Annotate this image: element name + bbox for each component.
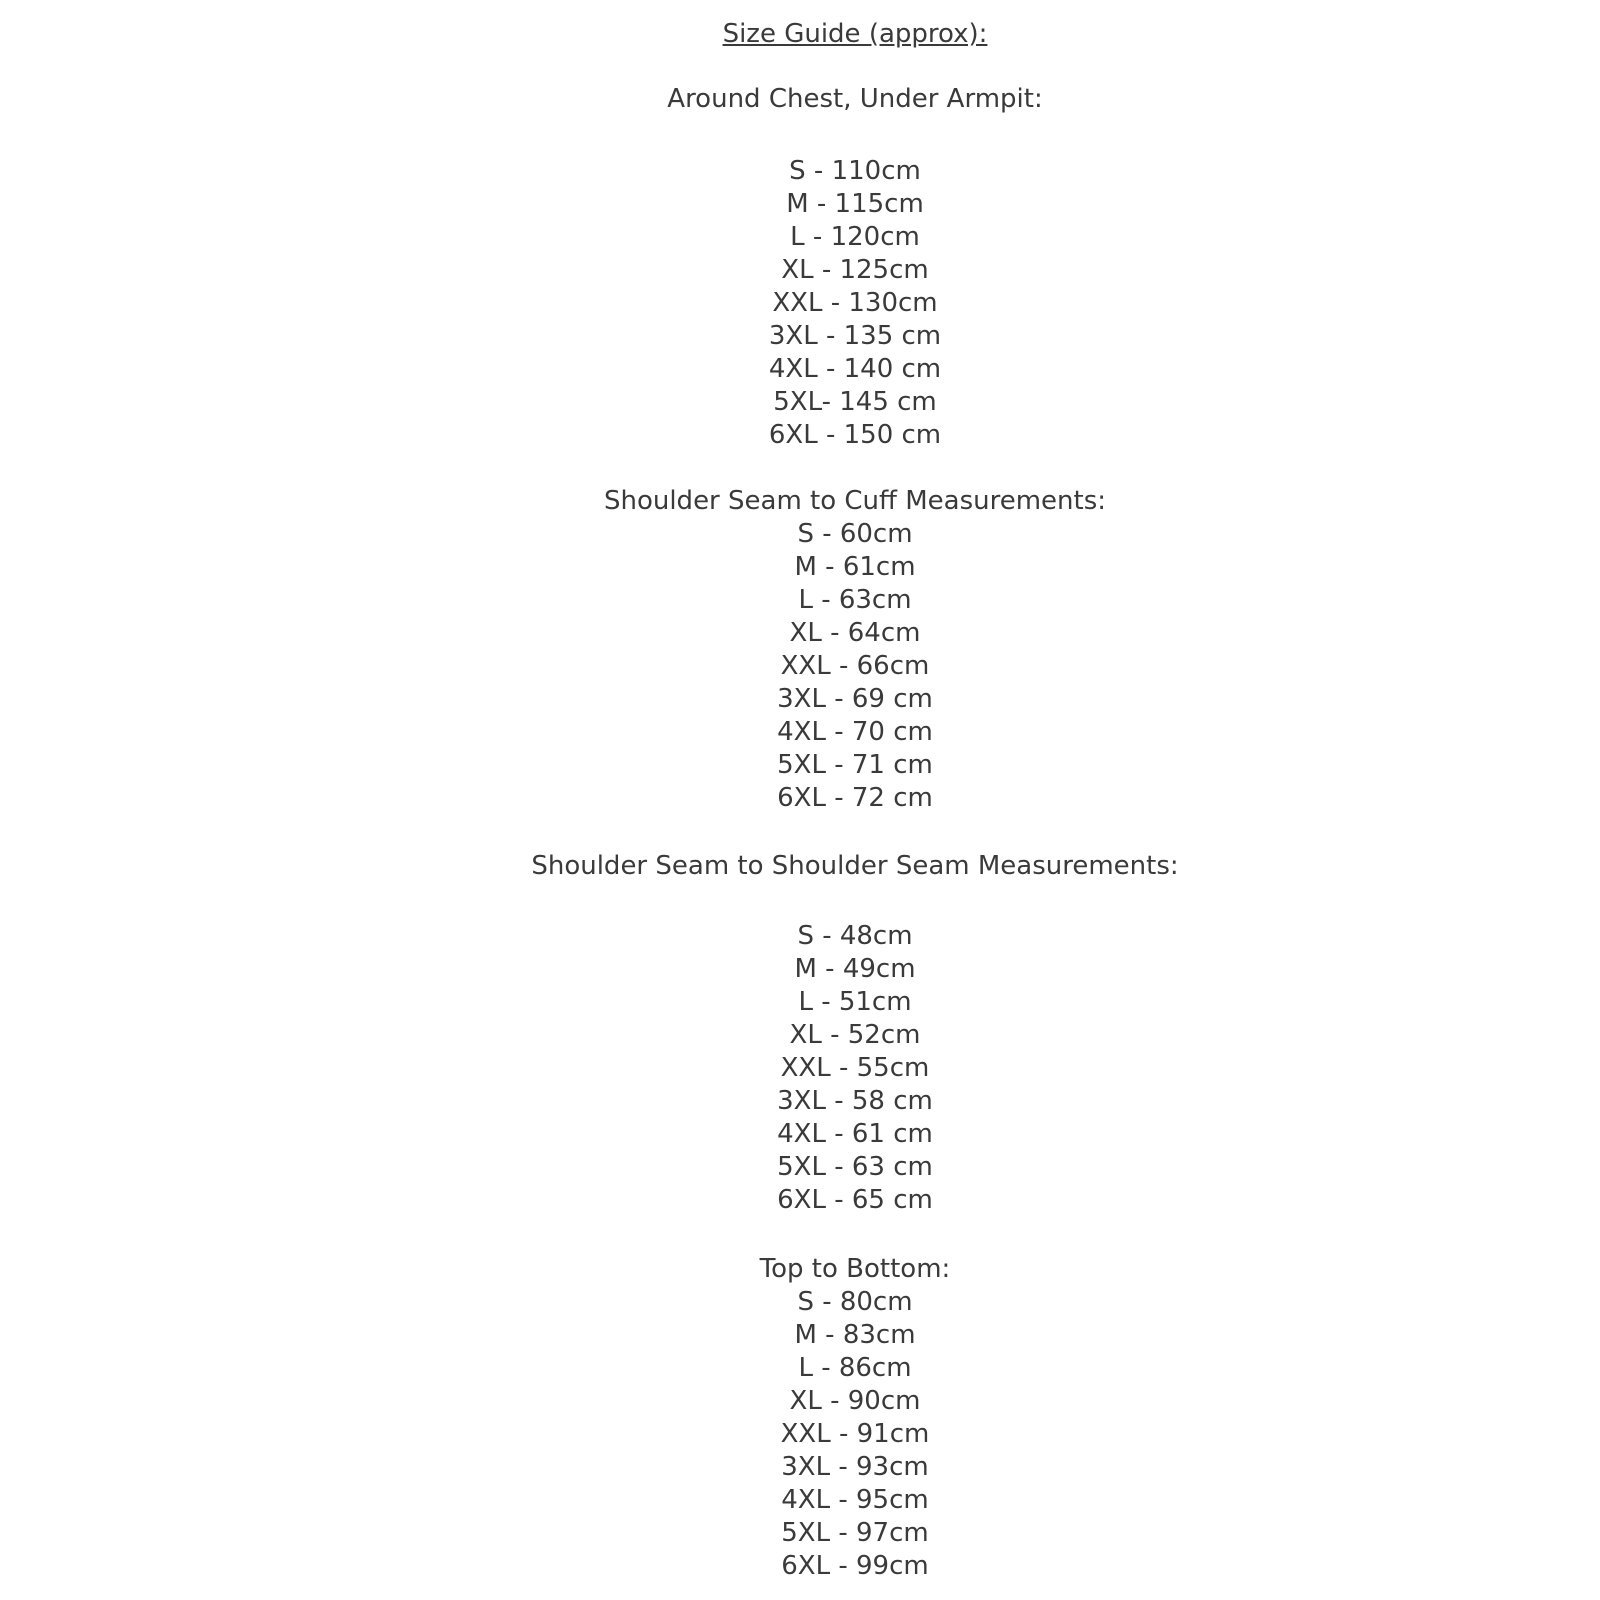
- size-row: S - 48cm: [797, 921, 913, 951]
- size-row: M - 115cm: [786, 189, 924, 219]
- spacer: [110, 883, 1600, 920]
- size-row: S - 80cm: [797, 1287, 913, 1317]
- size-row: L - 51cm: [798, 987, 912, 1017]
- size-row: 5XL- 145 cm: [773, 387, 937, 417]
- spacer: [110, 1217, 1600, 1253]
- section-top-to-bottom: [110, 1253, 1600, 1583]
- size-row: 5XL - 63 cm: [777, 1152, 933, 1182]
- size-row: XL - 125cm: [781, 255, 929, 285]
- spacer: [110, 815, 1600, 850]
- size-row: 4XL - 70 cm: [777, 717, 933, 747]
- size-row: 4XL - 61 cm: [777, 1119, 933, 1149]
- size-row: XXL - 55cm: [780, 1053, 930, 1083]
- size-row: L - 86cm: [798, 1353, 912, 1383]
- section-shoulder: [110, 850, 1600, 1217]
- size-row: 3XL - 93cm: [781, 1452, 929, 1482]
- size-row: 3XL - 69 cm: [777, 684, 933, 714]
- size-row: 4XL - 95cm: [781, 1485, 929, 1515]
- size-row: 4XL - 140 cm: [768, 354, 942, 384]
- section-chest: [110, 83, 1600, 452]
- spacer: [110, 452, 1600, 485]
- size-row: S - 60cm: [797, 519, 913, 549]
- size-row: M - 49cm: [794, 954, 916, 984]
- size-row: XL - 64cm: [789, 618, 921, 648]
- section-heading-chest: Around Chest, Under Armpit:: [667, 84, 1043, 114]
- size-row: L - 63cm: [798, 585, 912, 615]
- size-row: 3XL - 58 cm: [777, 1086, 933, 1116]
- section-heading-top-to-bottom: Top to Bottom:: [759, 1254, 951, 1284]
- spacer: [110, 116, 1600, 155]
- size-row: L - 120cm: [790, 222, 920, 252]
- spacer: [110, 51, 1600, 83]
- section-heading-cuff: Shoulder Seam to Cuff Measurements:: [603, 486, 1107, 516]
- size-row: 6XL - 150 cm: [768, 420, 942, 450]
- page-title: Size Guide (approx):: [722, 19, 988, 49]
- size-row: 5XL - 97cm: [781, 1518, 929, 1548]
- section-cuff: [110, 485, 1600, 815]
- size-row: 6XL - 99cm: [781, 1551, 929, 1581]
- size-row: XL - 90cm: [789, 1386, 921, 1416]
- size-row: 5XL - 71 cm: [777, 750, 933, 780]
- size-row: XL - 52cm: [789, 1020, 921, 1050]
- size-row: 6XL - 72 cm: [777, 783, 933, 813]
- size-row: XXL - 130cm: [772, 288, 938, 318]
- size-row: 3XL - 135 cm: [768, 321, 942, 351]
- size-row: S - 110cm: [789, 156, 921, 186]
- section-heading-shoulder: Shoulder Seam to Shoulder Seam Measurements:: [531, 851, 1179, 881]
- size-row: 6XL - 65 cm: [777, 1185, 933, 1215]
- size-row: XXL - 91cm: [780, 1419, 930, 1449]
- size-row: M - 61cm: [794, 552, 916, 582]
- size-row: XXL - 66cm: [780, 651, 930, 681]
- size-row: M - 83cm: [794, 1320, 916, 1350]
